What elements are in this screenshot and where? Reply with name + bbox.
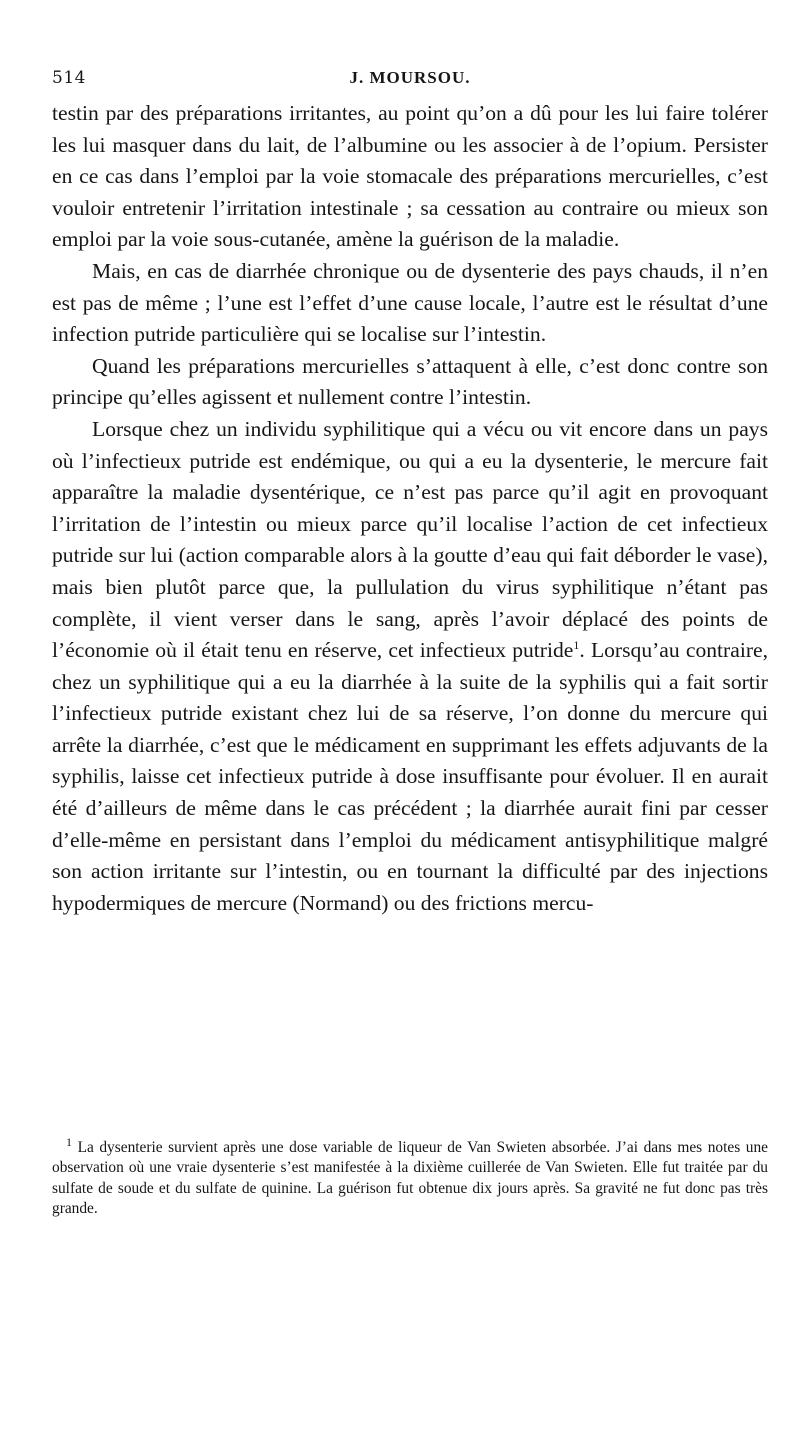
running-head-author: J. MOURSOU. <box>349 68 471 87</box>
running-head <box>52 60 768 98</box>
paragraph-3: Quand les préparations mercurielles s’attaquent à elle, c’est donc contre son principe qu’elles agissent et nullement contre l’intestin. <box>52 353 768 410</box>
paragraph-4 <box>52 414 768 920</box>
paragraph-1: testin par des préparations irritantes, au point qu’on a dû pour les lui faire tolérer les lui masquer dans du lait, de l’albumine ou les associer à de l’opium. Persister en ce cas dans l’emploi par la voie stomacale des préparations mercurielles, c’est vouloir entretenir l’irritation intestinale ; sa cessation au contraire ou mieux son emploi par la voie sous-cutanée, amène la guérison de la maladie. <box>52 101 768 252</box>
paragraph-4-text-b: . Lorsqu’au contraire, chez un syphilitique qui a eu la diarrhée à la suite de la syphilis qui a fait sortir l’infectieux putride existant chez lui de sa réserve, l’on donne du mercure qui arrête la diarrhée, c’est que le médicament en supprimant les effets adjuvants de la syphilis, laisse cet infectieux putride à dose insuffisante pour évoluer. Il en aurait été d’ailleurs de même dans le cas précédent ; la diarrhée aurait fini par cesser d’elle-même en persistant dans l’emploi du médicament antisyphilitique malgré son action irritante sur l’intestin, ou en tournant la difficulté par des injections hypodermiques de mercure (Normand) ou des frictions mercu- <box>52 638 768 915</box>
footnote-reference: 1 <box>573 637 580 652</box>
footnote-marker: 1 <box>66 1134 72 1149</box>
paragraph-2: Mais, en cas de diarrhée chronique ou de dysenterie des pays chauds, il n’en est pas de même ; l’une est l’effet d’une cause locale, l’autre est le résultat d’une infection putride particulière qui se localise sur l’intestin. <box>52 258 768 347</box>
footnotes <box>52 1134 768 1220</box>
body-text <box>52 98 768 919</box>
page-number: 514 <box>52 68 86 88</box>
footnote-text: La dysenterie survient après une dose variable de liqueur de Van Swieten absorbée. J’ai dans mes notes une observation où une vraie dysenterie s’est manifestée à la dixième cuillerée de Van Swieten. Elle fut traitée par du sulfate de soude et du sulfate de quinine. La guérison fut obtenue dix jours après. Sa gravité ne fut donc pas très grande. <box>52 1139 768 1218</box>
footnote-1 <box>52 1134 768 1220</box>
book-page <box>52 60 768 1420</box>
paragraph-4-text-a: Lorsque chez un individu syphilitique qui a vécu ou vit encore dans un pays où l’infectieux putride est endémique, ou qui a eu la dysenterie, le mercure fait apparaître la maladie dysentérique, ce n’est pas parce qu’il agit en provoquant l’irritation de l’intestin ou mieux parce qu’il localise l’action de cet infectieux putride sur lui (action comparable alors à la goutte d’eau qui fait déborder le vase), mais bien plutôt parce que, la pullulation du virus syphilitique n’étant pas complète, il vient verser dans le sang, après l’avoir déplacé des points de l’économie où il était tenu en réserve, cet infectieux putride <box>52 416 768 663</box>
